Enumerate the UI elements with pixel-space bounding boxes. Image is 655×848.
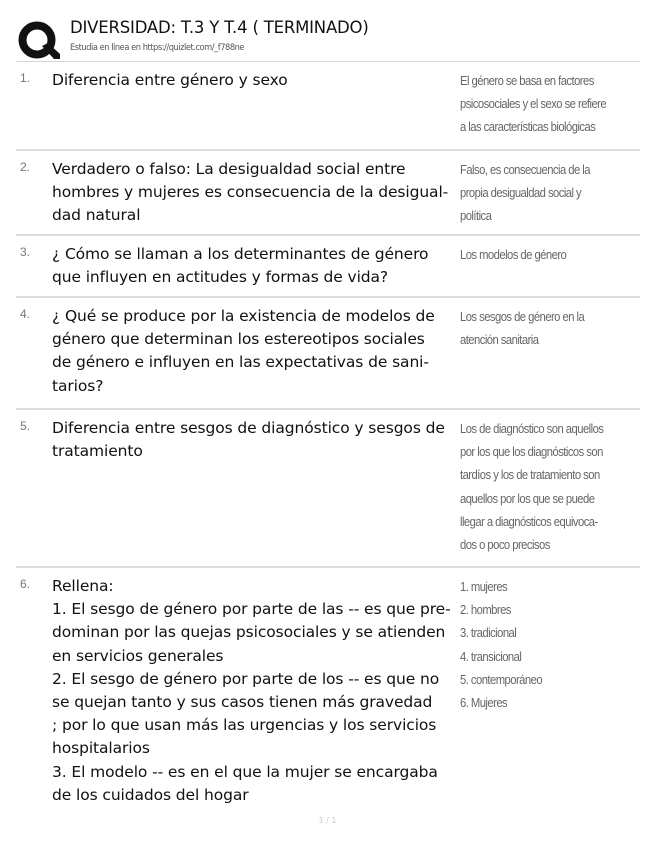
flashcard-row [16, 62, 640, 151]
page-number: 1 / 1 [318, 816, 337, 825]
quizlet-logo-icon [16, 21, 60, 61]
card-number: 5. [20, 419, 31, 433]
flashcard-row [16, 568, 640, 818]
card-number: 1. [20, 71, 31, 85]
document-header [16, 14, 640, 60]
card-term: ¿ Qué se produce por la existencia de modelos de género que determinan los estereotipos sociales de género e influyen en las expectativas de sani- tarios? [52, 307, 435, 395]
card-term: Diferencia entre sesgos de diagnóstico y sesgos de tratamiento [52, 419, 445, 461]
card-definition: Los sesgos de género en la atención sanitaria [460, 310, 585, 348]
card-definition: Los modelos de género [460, 248, 567, 262]
card-definition: Falso, es consecuencia de la propia desigualdad social y política [460, 163, 590, 224]
card-number: 2. [20, 160, 31, 174]
flashcard-row [16, 298, 640, 410]
document-title: DIVERSIDAD: T.3 Y T.4 ( TERMINADO) [70, 18, 369, 37]
card-number: 3. [20, 245, 31, 259]
card-definition: 1. mujeres 2. hombres 3. tradicional 4. transicional 5. contemporáneo 6. Mujeres [460, 580, 543, 711]
flashcard-row [16, 151, 640, 236]
card-term: ¿ Cómo se llaman a los determinantes de género que influyen en actitudes y formas de vida? [52, 245, 429, 287]
card-term: Verdadero o falso: La desigualdad social entre hombres y mujeres es consecuencia de la desigual- dad natural [52, 160, 449, 225]
flashcard-row [16, 410, 640, 568]
flashcard-row [16, 236, 640, 298]
card-number: 6. [20, 577, 31, 591]
card-term: Rellena: 1. El sesgo de género por parte de las -- es que pre- dominan por las quejas psicosociales y se atienden en servicios generales 2. El sesgo de género por parte de los -- es que no se quejan tanto y sus casos tienen más gravedad ; por lo que usan más las urgencias y los servicios hospitalarios 3. El modelo -- es en el que la mujer se encargaba de los cuidados del hogar [52, 577, 451, 804]
card-term: Diferencia entre género y sexo [52, 71, 288, 89]
card-definition: El género se basa en factores psicosociales y el sexo se refiere a las características biológicas [460, 74, 607, 135]
card-number: 4. [20, 307, 31, 321]
flashcard-list [16, 62, 640, 818]
card-definition: Los de diagnóstico son aquellos por los que los diagnósticos son tardíos y los de tratamiento son aquellos por los que se puede llegar a diagnósticos equivoca- dos o poco precisos [460, 422, 604, 553]
document-subtitle: Estudia en línea en https://quizlet.com/_f788ne [70, 43, 245, 53]
